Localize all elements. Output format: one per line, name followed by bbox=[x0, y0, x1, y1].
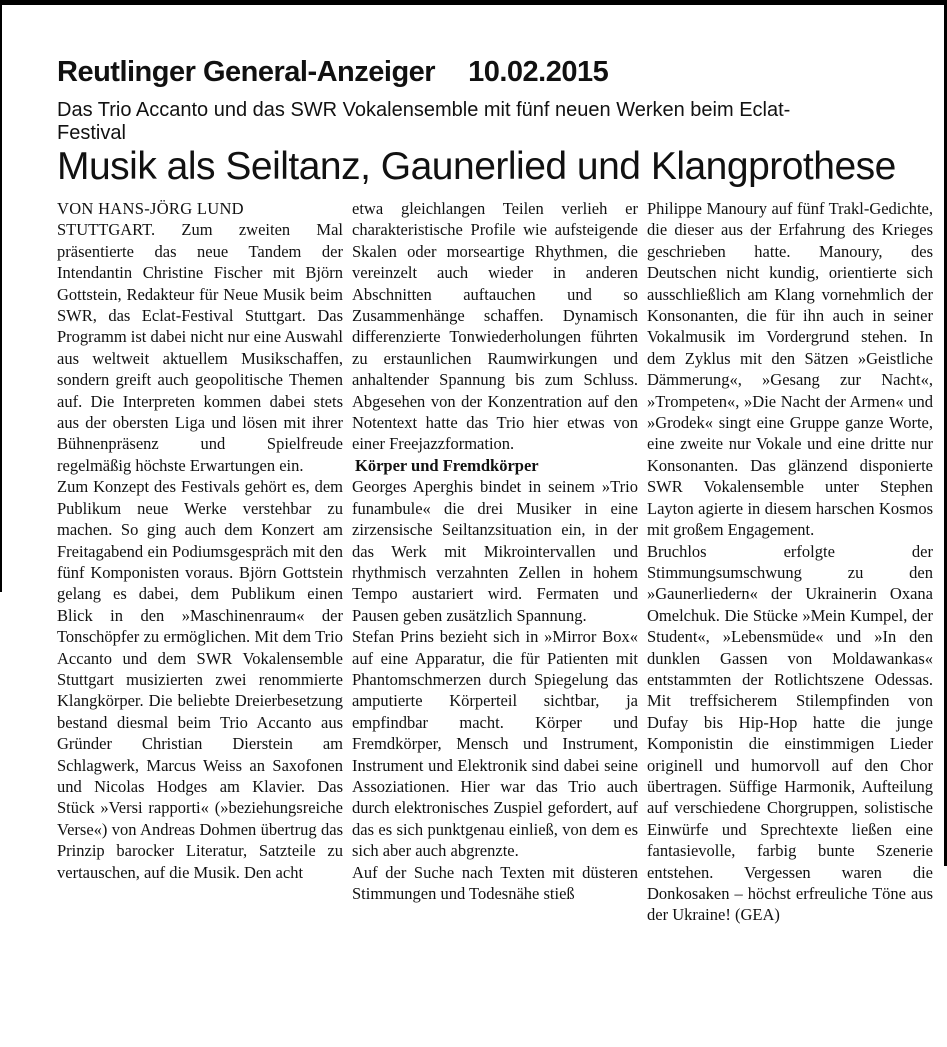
article-column-3 bbox=[647, 198, 933, 926]
subheading: Körper und Fremdkörper bbox=[355, 455, 539, 475]
masthead bbox=[57, 56, 933, 88]
issue-date: 10.02.2015 bbox=[468, 56, 609, 88]
paragraph: Stefan Prins bezieht sich in »Mirror Box« auf eine Apparatur, die für Patienten mit Phantomschmerzen durch Spiegelung das amputierte Körperteil sichtbar, ja empfindbar macht. Körper und Fremdkörper, Mensch und Instrument, Instrument und Elektronik sind dabei seine Assoziationen. Hier war das Trio auch durch elektronisches Zuspiel gefordert, auf das es sich punktgenau einließ, von dem es sich aber auch abgrenzte. bbox=[352, 627, 638, 861]
paragraph: Auf der Suche nach Texten mit düsteren Stimmungen und Todesnähe stieß bbox=[352, 862, 638, 903]
article-column-1 bbox=[57, 198, 343, 926]
scan-border-top bbox=[0, 0, 947, 5]
paragraph: Zum Konzept des Festivals gehört es, dem Publikum neue Werke verstehbar zu machen. So ging auch dem Konzert am Freitagabend ein Podiumsgespräch mit den fünf Komponisten voraus. Björn Gottstein gelang es dabei, dem Publikum einen Blick in den »Maschinenraum« der Tonschöpfer zu ermöglichen. Mit dem Trio Accanto und dem SWR Vokalensemble Stuttgart musizierten zwei renommierte Klangkörper. Die beliebte Dreierbesetzung bestand diesmal beim Trio Accanto aus Gründer Christian Dierstein am Schlagwerk, Marcus Weiss an Saxofonen und Nicolas Hodges am Klavier. Das Stück »Versi rapporti« (»beziehungsreiche Verse«) von Andreas Dohmen übertrug das Prinzip barocker Literatur, Satzteile zu vertauschen, auf die Musik. Den acht bbox=[57, 477, 343, 882]
clipping-content bbox=[57, 56, 933, 926]
scan-border-left bbox=[0, 0, 2, 592]
headline: Musik als Seiltanz, Gaunerlied und Klangprothese bbox=[57, 145, 896, 188]
article-column-2 bbox=[352, 198, 638, 926]
paragraph: Philippe Manoury auf fünf Trakl-Gedichte, die dieser aus der Erfahrung des Krieges geschrieben hatte. Manoury, des Deutschen nicht kundig, orientierte sich ausschließlich am Klang vornehmlich der Konsonanten, die für ihn auch in seiner Vokalmusik im Vordergrund stehen. In dem Zyklus mit den Sätzen »Geistliche Dämmerung«, »Gesang zur Nacht«, »Trompeten«, »Die Nacht der Armen« und »Grodek« singt eine Gruppe ganze Worte, eine zweite nur Vokale und eine dritte nur Konsonanten. Das glänzend disponierte SWR Vokalensemble unter Stephen Layton agierte in diesem harschen Kosmos mit großem Engagement. bbox=[647, 199, 933, 540]
paragraph: STUTTGART. Zum zweiten Mal präsentierte das neue Tandem der Intendantin Christine Fischer mit Björn Gottstein, Redakteur für Neue Musik beim SWR, das Eclat-Festival Stuttgart. Das Programm ist dabei nicht nur eine Auswahl aus weltweit aktuellem Musikschaffen, sondern greift auch geopolitische Themen auf. Die Interpreten kommen dabei stets aus der obersten Liga und lösen mit ihrer Bühnenpräsenz und Spielfreude regelmäßig höchste Erwartungen ein. bbox=[57, 220, 343, 475]
paragraph: Bruchlos erfolgte der Stimmungsumschwung zu den »Gaunerliedern« der Ukrainerin Oxana Omelchuk. Die Stücke »Mein Kumpel, der Student«, »Lebensmüde« und »In den dunklen Gassen von Moldawankas« entstammten der Rotlichtszene Odessas. Mit treffsicherem Stilempfinden von Dufay bis Hip-Hop hatte die junge Komponistin die einstimmigen Lieder originell und humorvoll auf den Chor übertragen. Süffige Harmonik, Aufteilung auf verschiedene Chorgruppen, solistische Einwürfe und Sprechtexte ließen eine fantasievolle, farbig bunte Szenerie entstehen. Vergessen waren die Donkosaken – höchst erfreuliche Töne aus der Ukraine! (GEA) bbox=[647, 541, 933, 925]
article-body bbox=[57, 198, 933, 926]
byline: VON HANS-JÖRG LUND bbox=[57, 199, 244, 218]
newspaper-title: Reutlinger General-Anzeiger bbox=[57, 56, 436, 88]
paragraph: etwa gleichlangen Teilen verlieh er charakteristische Profile wie aufsteigende Skalen oder morseartige Rhythmen, die vereinzelt auch wieder in anderen Abschnitten auftauchen und so Zusammenhänge schaffen. Dynamisch differenzierte Tonwiederholungen führten zu erstaunlichen Raumwirkungen und anhaltender Spannung bis zum Schluss. Abgesehen von der Konzentration auf den Notentext hatte das Trio hier etwas von einer Freejazzformation. bbox=[352, 199, 638, 454]
kicker: Das Trio Accanto und das SWR Vokalensemble mit fünf neuen Werken beim Eclat-Festival bbox=[57, 99, 791, 144]
paragraph: Georges Aperghis bindet in seinem »Trio funambule« die drei Musiker in eine zirzensische Seiltanzsituation ein, in der das Werk mit Mikrointervallen und rhythmisch verzahnten Zellen in hohem Tempo austariert wird. Fermaten und Pausen geben zusätzlich Spannung. bbox=[352, 477, 638, 625]
